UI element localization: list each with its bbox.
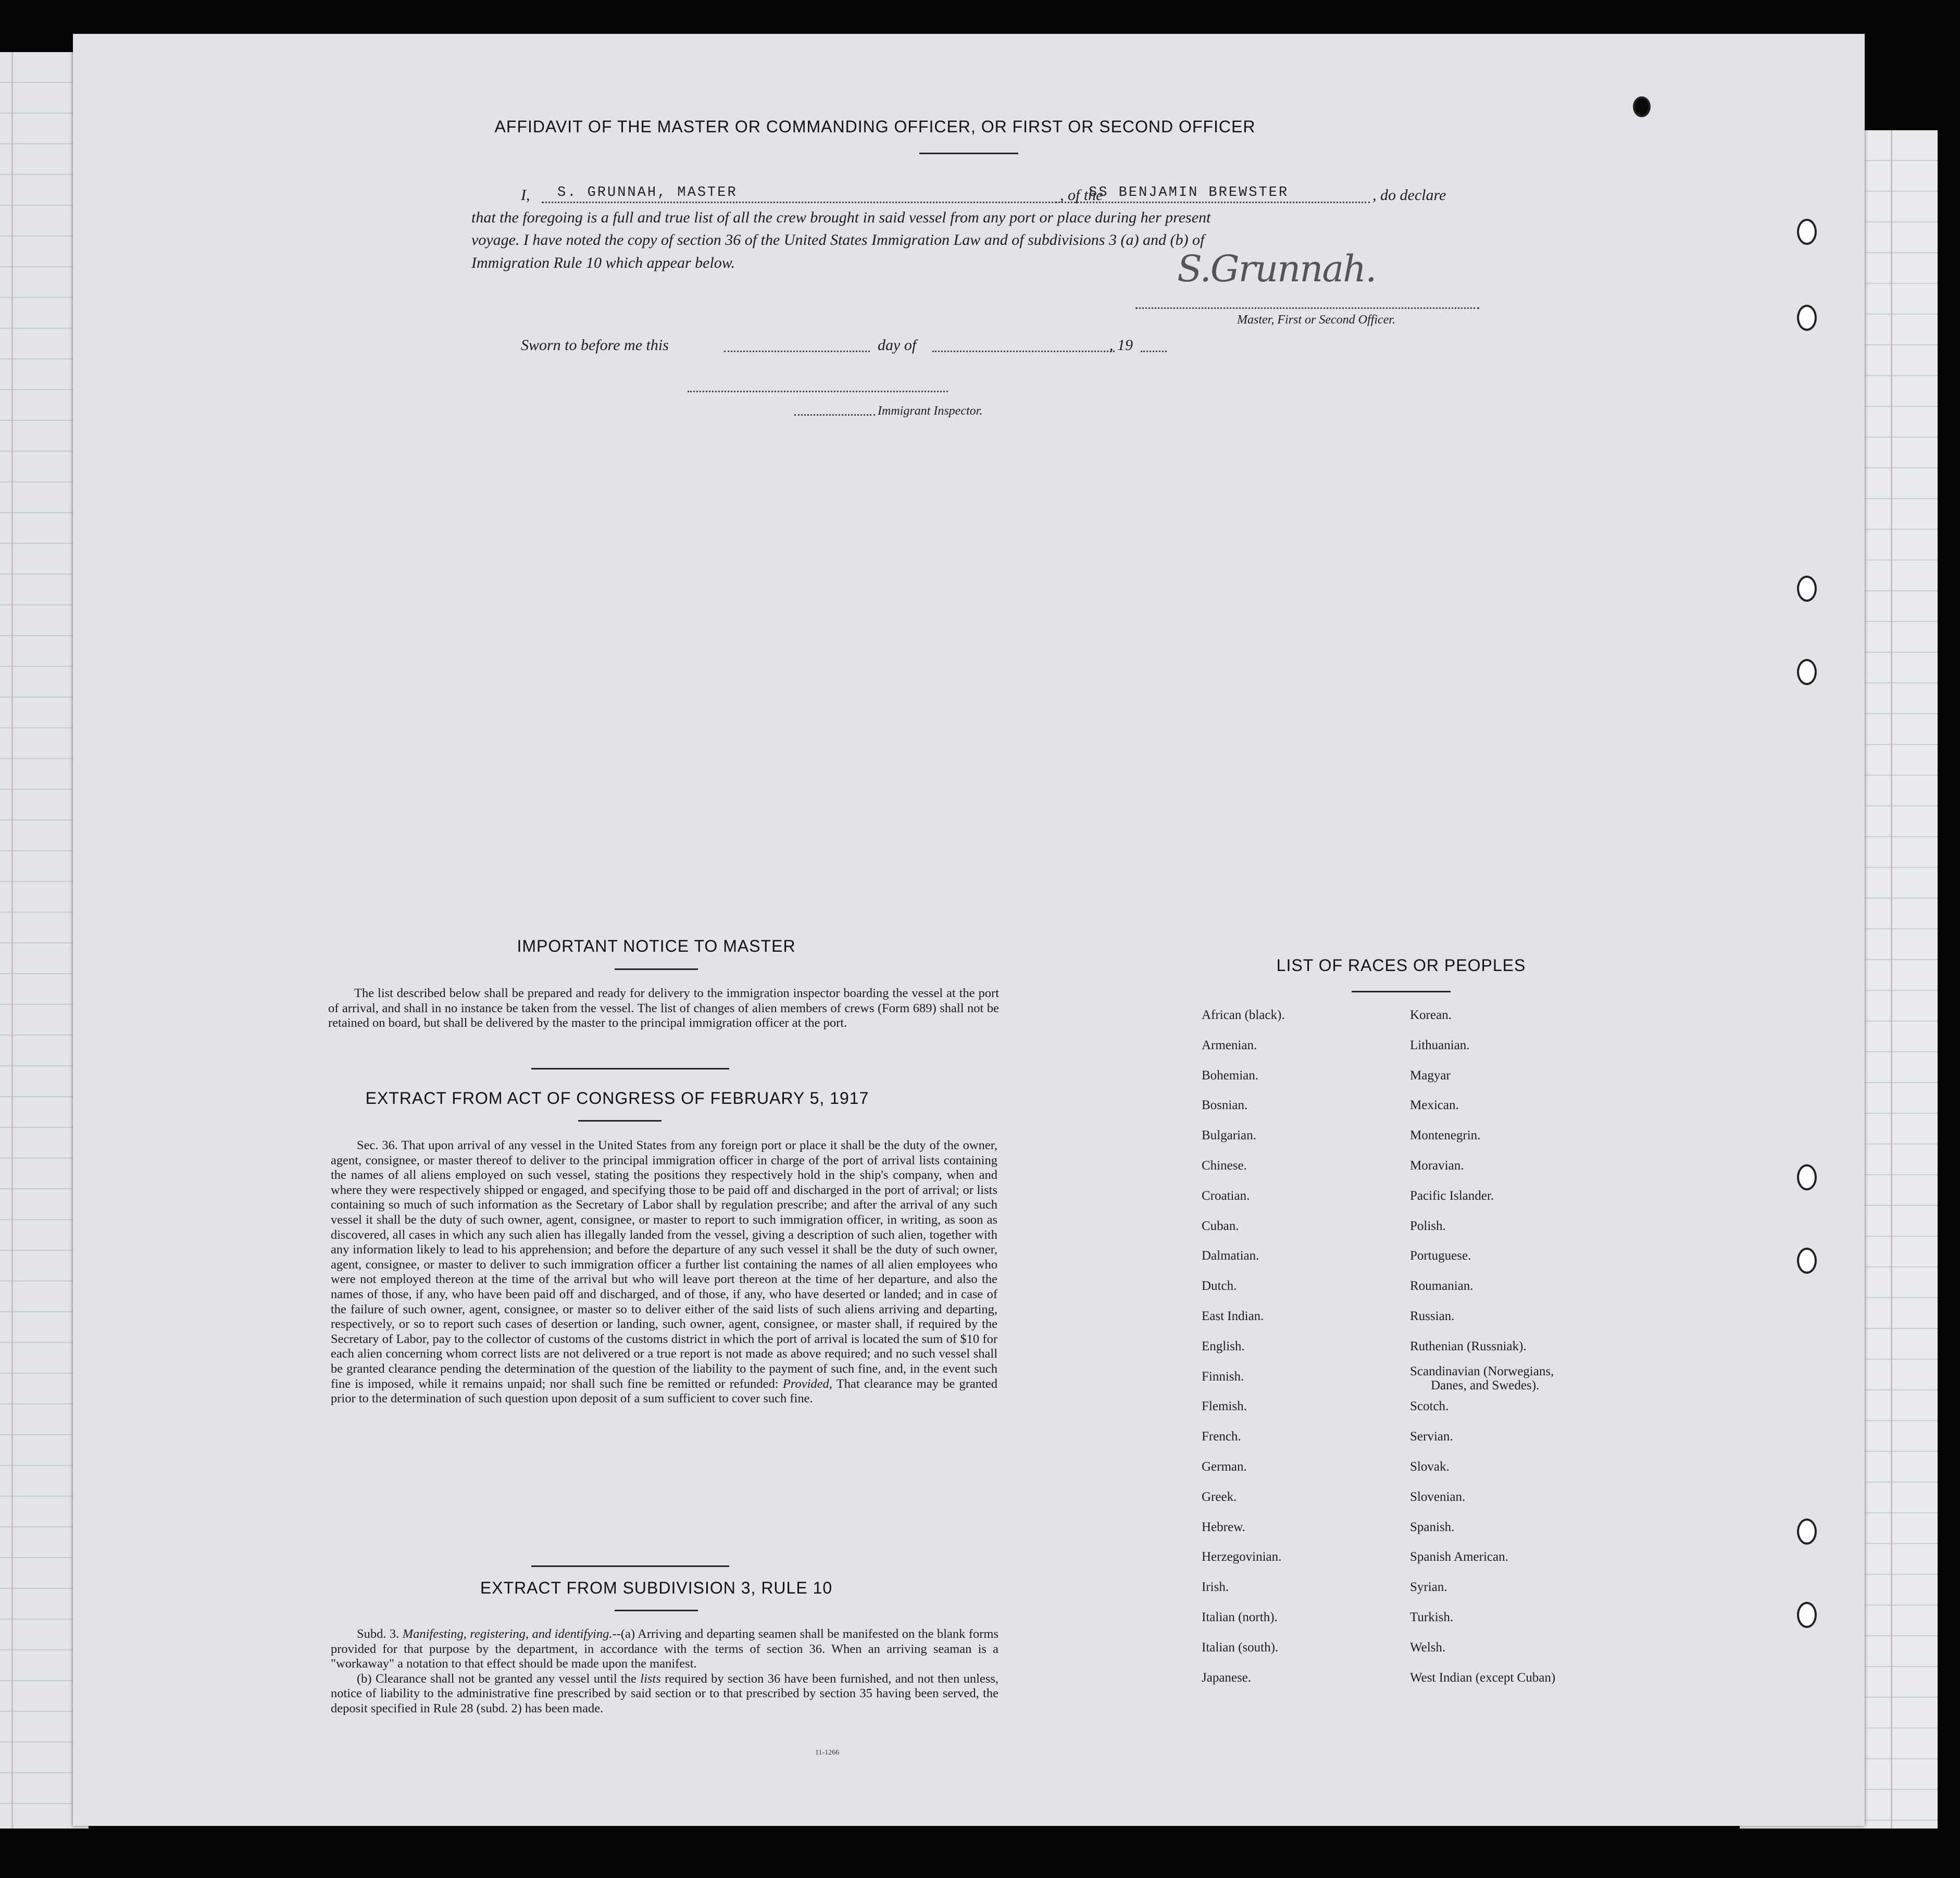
race-item-left: Italian (south). xyxy=(1202,1640,1279,1655)
affidavit-title: AFFIDAVIT OF THE MASTER OR COMMANDING OFFICER, OR FIRST OR SECOND OFFICER xyxy=(494,117,1256,136)
rule-extract-body xyxy=(331,1627,998,1717)
affidavit-line-3: voyage. I have noted the copy of section 36 of the United States Immigration Law and of subdivisions 3 (a) and (b) of xyxy=(471,231,1205,248)
punch-hole xyxy=(1797,1248,1817,1274)
sworn-date-line xyxy=(724,351,870,352)
race-item-right: Turkish. xyxy=(1410,1610,1454,1624)
do-declare-label: , do declare xyxy=(1372,186,1446,204)
race-item-continuation: Danes, and Swedes). xyxy=(1431,1378,1540,1392)
race-item-right: Portuguese. xyxy=(1410,1249,1471,1263)
sworn-day-label: day of xyxy=(878,337,917,354)
race-item-left: East Indian. xyxy=(1202,1309,1264,1323)
para-a-label: --(a) xyxy=(612,1627,635,1641)
race-item-left: German. xyxy=(1202,1460,1247,1474)
proviso-word: Provided, xyxy=(782,1376,832,1391)
punch-hole xyxy=(1797,1519,1817,1545)
race-item-right: Ruthenian (Russniak). xyxy=(1410,1339,1527,1353)
vessel-name-line xyxy=(1055,202,1370,203)
race-item-right: Spanish. xyxy=(1410,1520,1455,1534)
sworn-prefix: Sworn to before me this xyxy=(521,337,669,354)
race-item-right: Welsh. xyxy=(1410,1640,1446,1655)
act-extract-rule xyxy=(578,1120,661,1122)
notice-divider xyxy=(531,1068,729,1069)
race-item-right: Slovak. xyxy=(1410,1460,1450,1474)
race-item-left: Irish. xyxy=(1202,1580,1229,1595)
race-item-left: Bohemian. xyxy=(1202,1068,1259,1083)
race-item-left: French. xyxy=(1202,1429,1241,1444)
inspector-line-short xyxy=(794,414,875,416)
race-item-right: Korean. xyxy=(1410,1008,1452,1022)
race-item-right: Roumanian. xyxy=(1410,1279,1474,1294)
form-number: 11-1266 xyxy=(815,1749,840,1757)
affidavit-intro: I, xyxy=(521,186,530,204)
race-item-right: Scandinavian (Norwegians, Danes, and Swedes). xyxy=(1410,1364,1554,1392)
punch-hole xyxy=(1797,305,1817,331)
affidavit-line-4: Immigration Rule 10 which appear below. xyxy=(471,254,735,271)
master-name-value: S. GRUNNAH, MASTER xyxy=(557,185,738,201)
race-item-left: Flemish. xyxy=(1202,1399,1247,1414)
signature-caption: Master, First or Second Officer. xyxy=(1237,313,1395,327)
vessel-name-value: SS BENJAMIN BREWSTER xyxy=(1089,185,1289,201)
punch-hole xyxy=(1797,1602,1817,1628)
race-item-left: African (black). xyxy=(1202,1008,1285,1022)
sworn-year-label: , 19 xyxy=(1109,337,1133,354)
race-item-right: Spanish American. xyxy=(1410,1550,1508,1564)
title-rule xyxy=(919,153,1018,154)
race-item-right: Scotch. xyxy=(1410,1399,1449,1414)
race-item-left: Dutch. xyxy=(1202,1279,1237,1294)
race-item-left: Dalmatian. xyxy=(1202,1249,1259,1263)
race-item-right: Servian. xyxy=(1410,1429,1453,1444)
race-item-left: Herzegovinian. xyxy=(1202,1550,1282,1564)
race-item-right: Mexican. xyxy=(1410,1098,1459,1113)
races-rule xyxy=(1352,991,1451,992)
para-b-label: (b) xyxy=(357,1671,372,1686)
sworn-month-line xyxy=(932,351,1115,352)
act-extract-title: EXTRACT FROM ACT OF CONGRESS OF FEBRUARY 5, 1917 xyxy=(365,1089,869,1108)
punch-hole xyxy=(1797,576,1817,602)
notice-body-text: The list described below shall be prepared and ready for delivery to the immigration inspector boarding the vessel at the port of arrival, and shall in no instance be taken from the vessel. The list of changes of alien members of crews (Form 689) shall not be retained on board, but shall be delivered by the master to the principal immigration officer at the port. xyxy=(328,986,999,1030)
race-item-left: Armenian. xyxy=(1202,1038,1257,1052)
inspector-caption: Immigrant Inspector. xyxy=(878,404,983,418)
of-the-label: , of the xyxy=(1060,186,1103,204)
race-item-right: Magyar xyxy=(1410,1068,1451,1083)
subd-heading: Manifesting, registering, and identifying. xyxy=(402,1627,613,1641)
act-divider xyxy=(531,1565,729,1567)
notice-rule xyxy=(615,968,698,970)
race-item-left: Italian (north). xyxy=(1202,1610,1278,1624)
notice-title: IMPORTANT NOTICE TO MASTER xyxy=(517,937,796,955)
race-item-left: Hebrew. xyxy=(1202,1520,1245,1534)
inspector-line xyxy=(688,391,948,392)
race-item-right: Russian. xyxy=(1410,1309,1455,1323)
race-item-right: Lithuanian. xyxy=(1410,1038,1470,1052)
affidavit-line-2: that the foregoing is a full and true list of all the crew brought in said vessel from any port or place during her present xyxy=(471,209,1211,226)
para-b-pre: Clearance shall not be granted any vessel until the xyxy=(375,1671,636,1686)
act-extract-text-end: That clearance may be granted prior to the determination of such question upon deposit of a sum sufficient to cover such fine. xyxy=(331,1376,997,1406)
race-item-left: Croatian. xyxy=(1202,1188,1250,1203)
race-item-right: West Indian (except Cuban) xyxy=(1410,1670,1556,1685)
race-item-left: Chinese. xyxy=(1202,1159,1247,1173)
race-item-left: Japanese. xyxy=(1202,1670,1252,1685)
punch-hole xyxy=(1797,1164,1817,1190)
para-b-post: required by section 36 have been furnished, and not then unless, notice of liability to the administrative fine prescribed by said section or to that prescribed by section 35 having been served, the deposit specified in Rule 28 (subd. 2) has been made. xyxy=(331,1671,999,1715)
para-b-lists: lists xyxy=(640,1671,661,1686)
affidavit-form-page xyxy=(73,34,1865,1826)
rule-extract-title: EXTRACT FROM SUBDIVISION 3, RULE 10 xyxy=(480,1578,833,1597)
race-item-right: Pacific Islander. xyxy=(1410,1188,1494,1203)
notice-body xyxy=(328,986,999,1031)
race-item-left: English. xyxy=(1202,1339,1245,1353)
race-item-right: Montenegrin. xyxy=(1410,1128,1481,1143)
sworn-year-line xyxy=(1141,351,1167,352)
punch-hole xyxy=(1797,659,1817,685)
race-item-right: Syrian. xyxy=(1410,1580,1447,1595)
race-item-right: Slovenian. xyxy=(1410,1489,1466,1504)
race-item-left: Cuban. xyxy=(1202,1218,1239,1233)
race-item-right: Moravian. xyxy=(1410,1159,1464,1173)
race-item-left: Greek. xyxy=(1202,1489,1237,1504)
punch-hole xyxy=(1797,219,1817,245)
master-name-line xyxy=(542,202,1057,203)
punch-hole xyxy=(1633,96,1651,117)
subd-label: Subd. 3. xyxy=(357,1627,400,1641)
signature-line xyxy=(1135,307,1479,309)
race-item-left: Finnish. xyxy=(1202,1369,1244,1384)
rule-extract-rule xyxy=(615,1610,698,1611)
race-item-right: Polish. xyxy=(1410,1218,1446,1233)
races-title: LIST OF RACES OR PEOPLES xyxy=(1276,956,1526,975)
race-item-left: Bosnian. xyxy=(1202,1098,1248,1113)
master-signature: S.Grunnah. xyxy=(1177,247,1376,290)
race-item-left: Bulgarian. xyxy=(1202,1128,1256,1143)
act-extract-body xyxy=(331,1138,997,1407)
para-a-text: Arriving and departing seamen shall be manifested on the blank forms provided for that purpose by the department, in accordance with the terms of section 36. When an arriving seaman is a "workaway" a notation to that effect should be made upon the manifest. xyxy=(331,1627,998,1671)
act-extract-text: Sec. 36. That upon arrival of any vessel in the United States from any foreign port or place it shall be the duty of the owner, agent, consignee, or master thereof to deliver to the principal immigration officer in charge of the port of arrival lists containing the names of all aliens employed on such vessel, stating the positions they respectively hold in the ship's company, when and where they were respectively shipped or engaged, and specifying those to be paid off and discharged in the port of arrival; or lists containing so much of such information as the Secretary of Labor shall by regulation prescribe; and after the arrival of any such vessel it shall be the duty of such owner, agent, consignee, or master to report to such immigration officer, in writing, as soon as discovered, all cases in which any such alien has illegally landed from the vessel, giving a description of such alien, together with any information likely to lead to his apprehension; and before the departure of any such vessel it shall be the duty of such owner, agent, consignee, or master to deliver to such immigration officer a further list containing the names of all alien employees who were not employed thereon at the time of the arrival but who will leave port thereon at the time of her departure, and also the names of those, if any, who have been paid off and discharged, and of those, if any, who have deserted or landed; and in case of the failure of such owner, agent, consignee, or master so to deliver either of the said lists of such aliens arriving and departing, respectively, or so to report such cases of desertion or landing, such owner, agent, consignee, or master shall, if required by the Secretary of Labor, pay to the collector of customs of the customs district in which the port of arrival is located the sum of $10 for each alien concerning whom correct lists are not delivered or a true report is not made as above required; and no such vessel shall be granted clearance pending the determination of the question of the liability to the payment of such fine, and, in the event such fine is imposed, while it remains unpaid; nor shall such fine be remitted or refunded: xyxy=(331,1138,997,1391)
